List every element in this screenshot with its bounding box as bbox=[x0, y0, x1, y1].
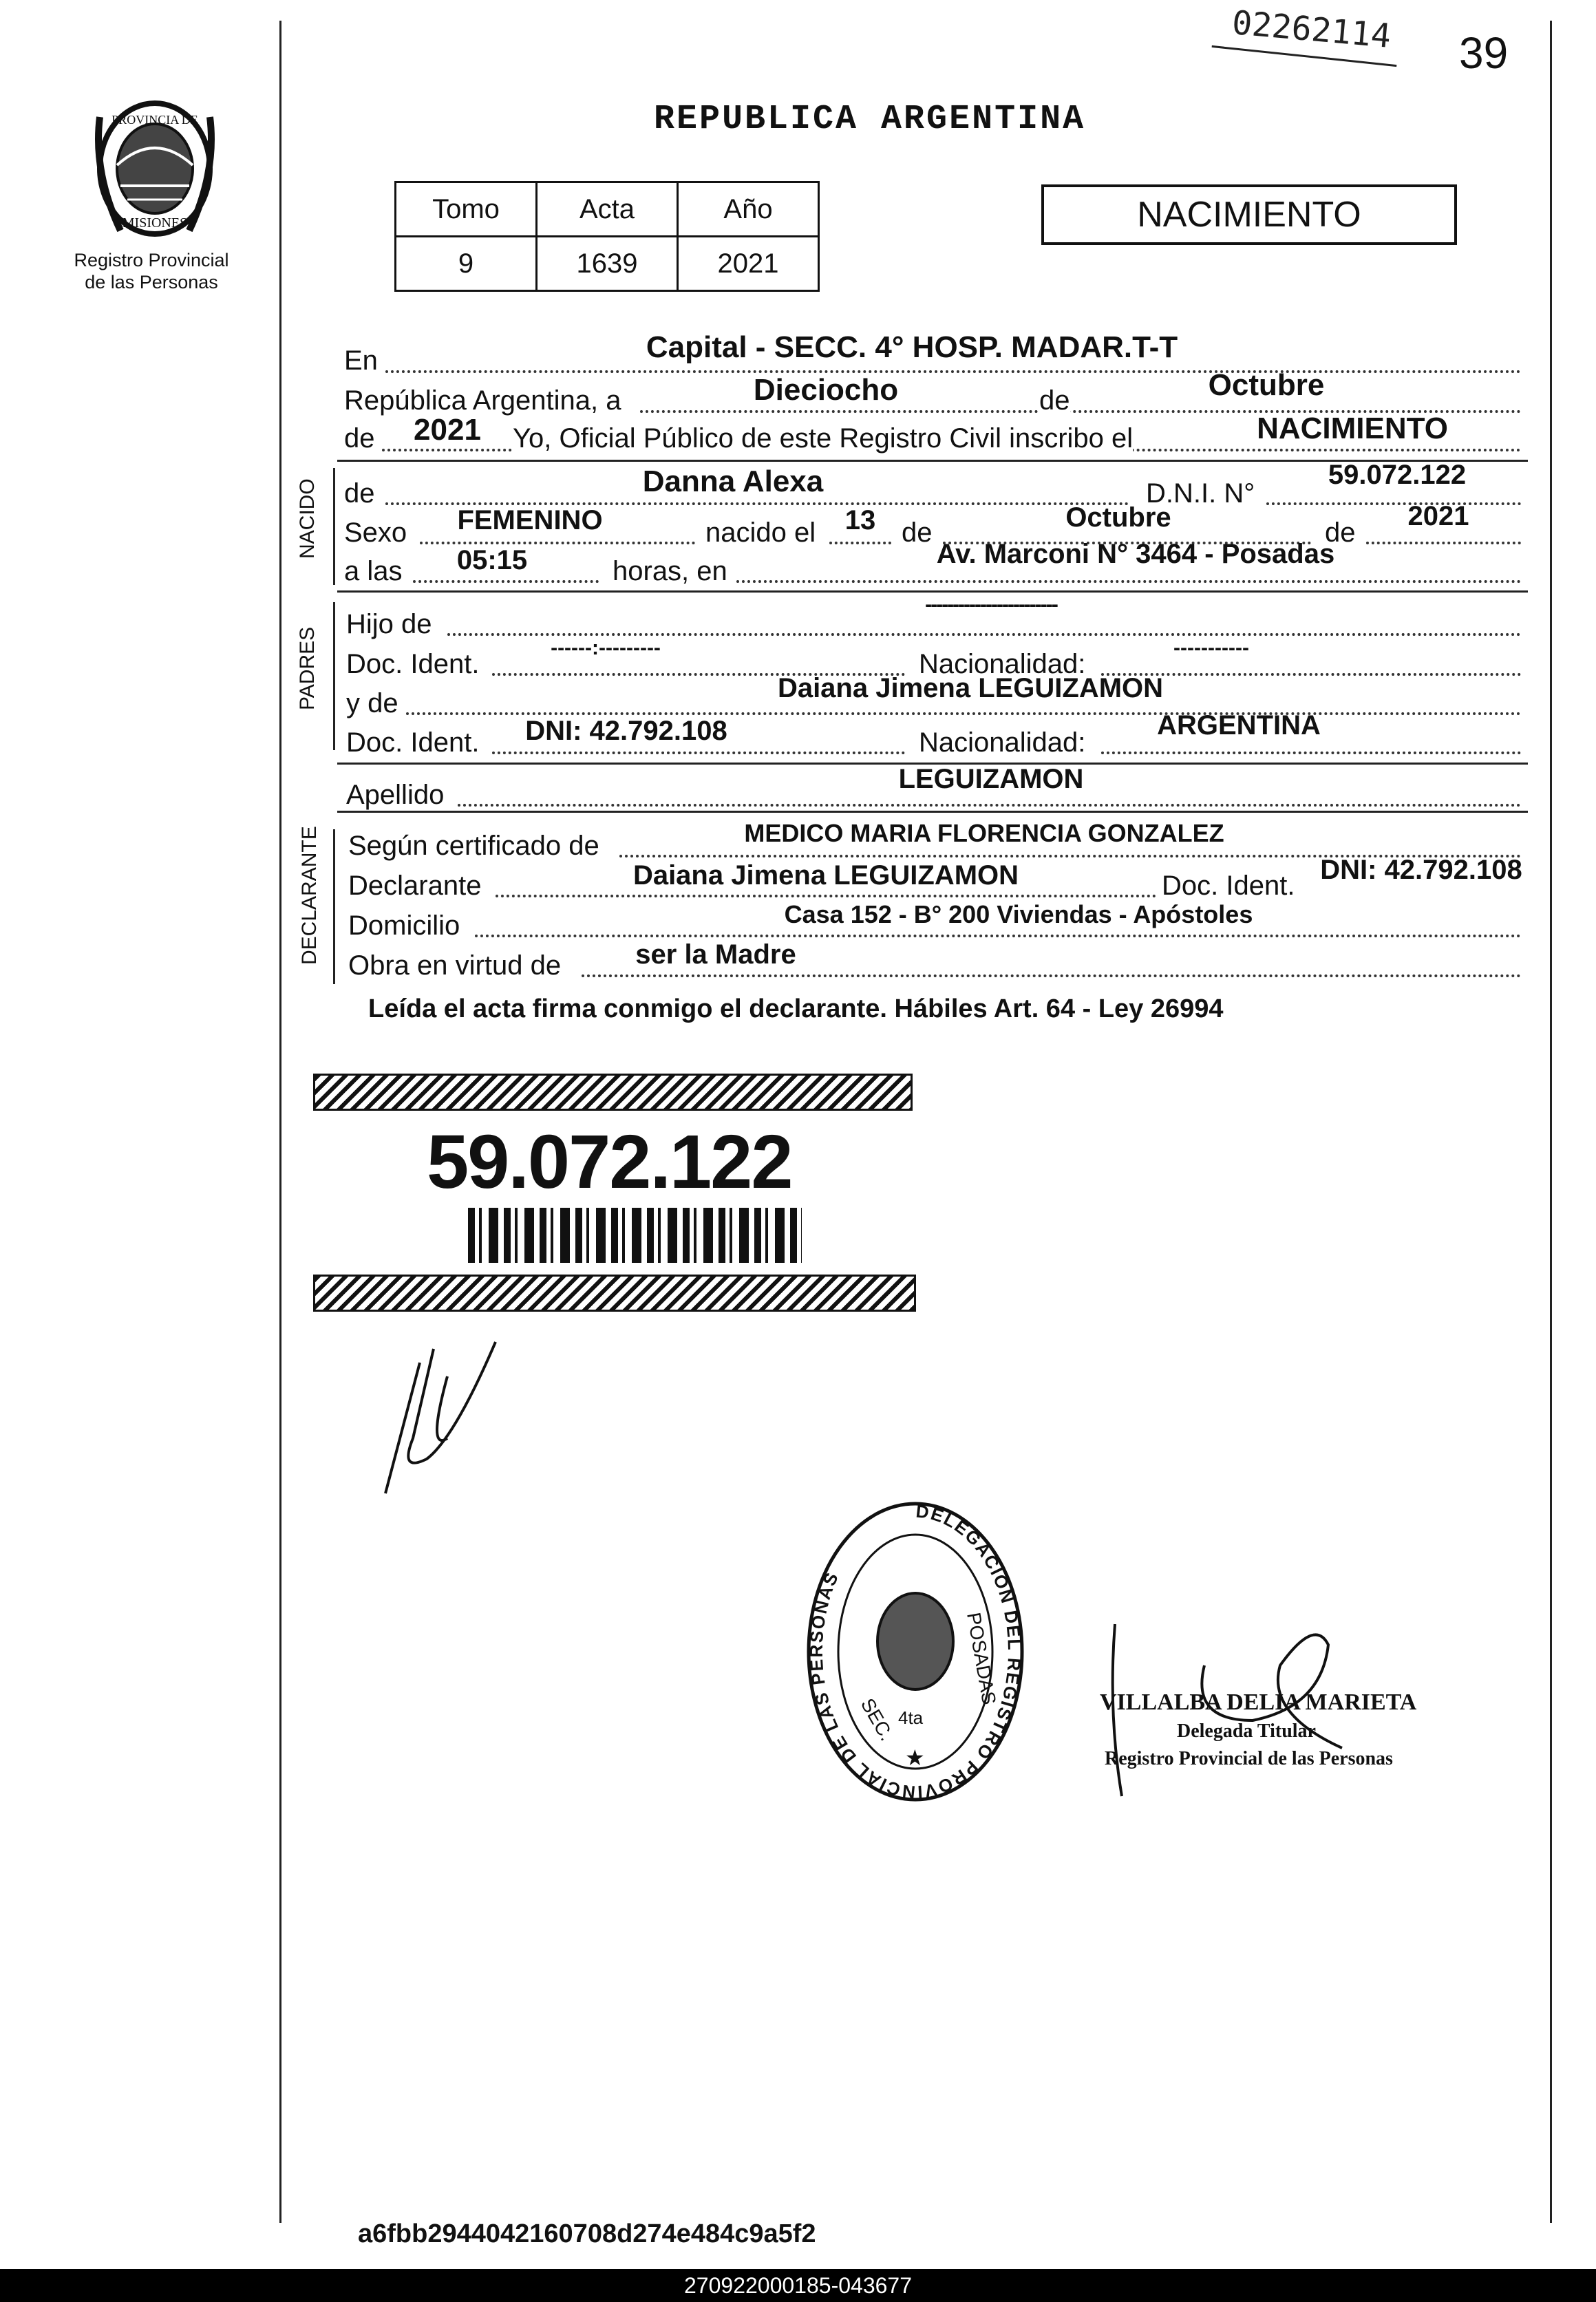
obra-label: Obra en virtud de bbox=[348, 950, 562, 981]
seal-inner-bottom: 4ta bbox=[898, 1707, 924, 1728]
mother-nat-label: Nacionalidad: bbox=[919, 727, 1086, 758]
tomo-value: 9 bbox=[396, 237, 537, 291]
anio-value: 2021 bbox=[678, 237, 819, 291]
record-table bbox=[394, 181, 820, 292]
mother-nat: ARGENTINA bbox=[1157, 710, 1321, 740]
nacido-section-label: NACIDO bbox=[296, 478, 319, 559]
signature-left bbox=[372, 1335, 523, 1500]
nacido-bracket bbox=[333, 468, 335, 585]
statement-text: Yo, Oficial Público de este Registro Civil inscribo el bbox=[513, 423, 1134, 454]
apellido-label: Apellido bbox=[346, 780, 445, 810]
official-office: Registro Provincial de las Personas bbox=[1105, 1748, 1393, 1769]
father-nat-label: Nacionalidad: bbox=[919, 649, 1086, 679]
sexo-value: FEMENINO bbox=[457, 505, 603, 535]
seal-ring-text: DELEGACION DEL REGISTRO PROVINCIAL DE LAS PERSONAS bbox=[805, 1500, 1025, 1803]
declarante-dots bbox=[496, 895, 1156, 897]
serial-number: 02262114 bbox=[1230, 3, 1393, 56]
place-value: Capital - SECC. 4° HOSP. MADAR.T-T bbox=[646, 330, 1178, 364]
dni-label: D.N.I. N° bbox=[1146, 478, 1255, 509]
declarante-value: Daiana Jimena LEGUIZAMON bbox=[632, 860, 1019, 891]
dni-stamp-number: 59.072.122 bbox=[427, 1120, 792, 1204]
record-type-box bbox=[1041, 184, 1457, 245]
birth-place-dots bbox=[736, 580, 1521, 583]
de2-label: de bbox=[344, 423, 375, 454]
father-doc-label: Doc. Ident. bbox=[346, 649, 480, 679]
stamp-bottom-band bbox=[313, 1275, 916, 1312]
mother-doc-dots bbox=[492, 752, 905, 754]
stamp-top-band bbox=[313, 1074, 913, 1111]
month-value: Octubre bbox=[1208, 368, 1325, 402]
declarante-bracket bbox=[333, 829, 335, 984]
father-doc: ------:--------- bbox=[551, 637, 661, 659]
registry-name-line2: de las Personas bbox=[85, 272, 218, 292]
father-name: ------------------------ bbox=[925, 593, 1057, 616]
father-name-dots bbox=[447, 633, 1521, 636]
apellido-divider bbox=[337, 811, 1528, 813]
apellido-dots bbox=[458, 804, 1521, 807]
seal-inner-right: POSADAS bbox=[963, 1610, 1001, 1707]
misiones-emblem-icon bbox=[79, 89, 231, 248]
nacido-de-label: de bbox=[344, 478, 375, 509]
star-icon: ★ bbox=[905, 1745, 925, 1771]
domicilio-value: Casa 152 - B° 200 Viviendas - Apóstoles bbox=[784, 900, 1253, 928]
seal-inner-left: SEC. bbox=[856, 1694, 898, 1745]
country-title: REPUBLICA ARGENTINA bbox=[654, 100, 1086, 139]
closing-text: Leída el acta firma conmigo el declarante. Hábiles Art. 64 - Ley 26994 bbox=[368, 994, 1224, 1023]
apellido-value: LEGUIZAMON bbox=[898, 764, 1084, 794]
child-name: Danna Alexa bbox=[642, 465, 824, 498]
time-dots bbox=[413, 580, 599, 583]
nacido-divider bbox=[337, 590, 1528, 593]
right-margin-line bbox=[1550, 21, 1552, 2223]
declarante-label: Declarante bbox=[348, 871, 482, 901]
y-de-label: y de bbox=[346, 688, 398, 718]
mother-doc-label: Doc. Ident. bbox=[346, 727, 480, 758]
horas-label: horas, en bbox=[613, 556, 727, 586]
mother-name-dots bbox=[406, 712, 1521, 715]
nacido-de-label3: de bbox=[1325, 518, 1356, 548]
de-label: de bbox=[1039, 385, 1070, 416]
year-value: 2021 bbox=[414, 413, 481, 447]
acta-value: 1639 bbox=[537, 237, 678, 291]
certificado-label: Según certificado de bbox=[348, 831, 599, 861]
certificado-value: MEDICO MARIA FLORENCIA GONZALEZ bbox=[744, 819, 1224, 847]
hijo-de-label: Hijo de bbox=[346, 609, 432, 639]
declarante-section-label: DECLARANTE bbox=[298, 826, 321, 965]
birth-day-dots bbox=[829, 542, 891, 544]
nacido-el-label: nacido el bbox=[705, 518, 816, 548]
tomo-header: Tomo bbox=[396, 182, 537, 237]
barcode bbox=[468, 1208, 802, 1263]
birth-year-dots bbox=[1366, 542, 1521, 544]
birth-day: 13 bbox=[844, 505, 876, 535]
obra-dots bbox=[582, 974, 1521, 977]
declarante-doc: DNI: 42.792.108 bbox=[1320, 855, 1522, 885]
en-label: En bbox=[344, 345, 378, 376]
dni-value: 59.072.122 bbox=[1328, 460, 1467, 490]
padres-section-label: PADRES bbox=[296, 626, 319, 710]
birth-time: 05:15 bbox=[456, 545, 528, 575]
obra-value: ser la Madre bbox=[635, 939, 796, 970]
day-text: Dieciocho bbox=[753, 373, 899, 407]
page-number: 39 bbox=[1459, 28, 1509, 78]
birth-place: Av. Marconi N° 3464 - Posadas bbox=[936, 539, 1335, 569]
father-nat: ----------- bbox=[1173, 637, 1249, 659]
sexo-dots bbox=[420, 542, 695, 544]
record-type: NACIMIENTO bbox=[1137, 195, 1361, 235]
a-las-label: a las bbox=[344, 556, 403, 586]
declarante-doc-label: Doc. Ident. bbox=[1162, 871, 1295, 901]
sexo-label: Sexo bbox=[344, 518, 407, 548]
svg-text:PROVINCIA DE: PROVINCIA DE bbox=[111, 113, 198, 127]
domicilio-dots bbox=[475, 935, 1521, 937]
footer-code: 270922000185-043677 bbox=[684, 2273, 912, 2298]
birth-year: 2021 bbox=[1407, 501, 1469, 531]
registry-name bbox=[41, 249, 262, 293]
event-value: NACIMIENTO bbox=[1257, 412, 1448, 445]
left-margin-line bbox=[279, 21, 281, 2223]
mother-nat-dots bbox=[1101, 752, 1521, 754]
footer-bar bbox=[0, 2269, 1596, 2302]
acta-header: Acta bbox=[537, 182, 678, 237]
official-name: VILLALBA DELIA MARIETA bbox=[1100, 1690, 1417, 1715]
padres-bracket bbox=[333, 602, 335, 750]
mother-name: Daiana Jimena LEGUIZAMON bbox=[777, 673, 1164, 703]
domicilio-label: Domicilio bbox=[348, 910, 460, 941]
birth-month: Octubre bbox=[1065, 502, 1171, 533]
document-hash: a6fbb2944042160708d274e484c9a5f2 bbox=[358, 2219, 816, 2248]
svg-text:MISIONES: MISIONES bbox=[122, 215, 188, 231]
registry-seal bbox=[802, 1497, 1029, 1813]
mother-doc: DNI: 42.792.108 bbox=[525, 716, 727, 746]
registry-name-line1: Registro Provincial bbox=[74, 250, 229, 270]
anio-header: Año bbox=[678, 182, 819, 237]
official-title: Delegada Titular bbox=[1177, 1720, 1316, 1742]
nacido-de-label2: de bbox=[902, 518, 933, 548]
republica-label: República Argentina, a bbox=[344, 385, 621, 416]
